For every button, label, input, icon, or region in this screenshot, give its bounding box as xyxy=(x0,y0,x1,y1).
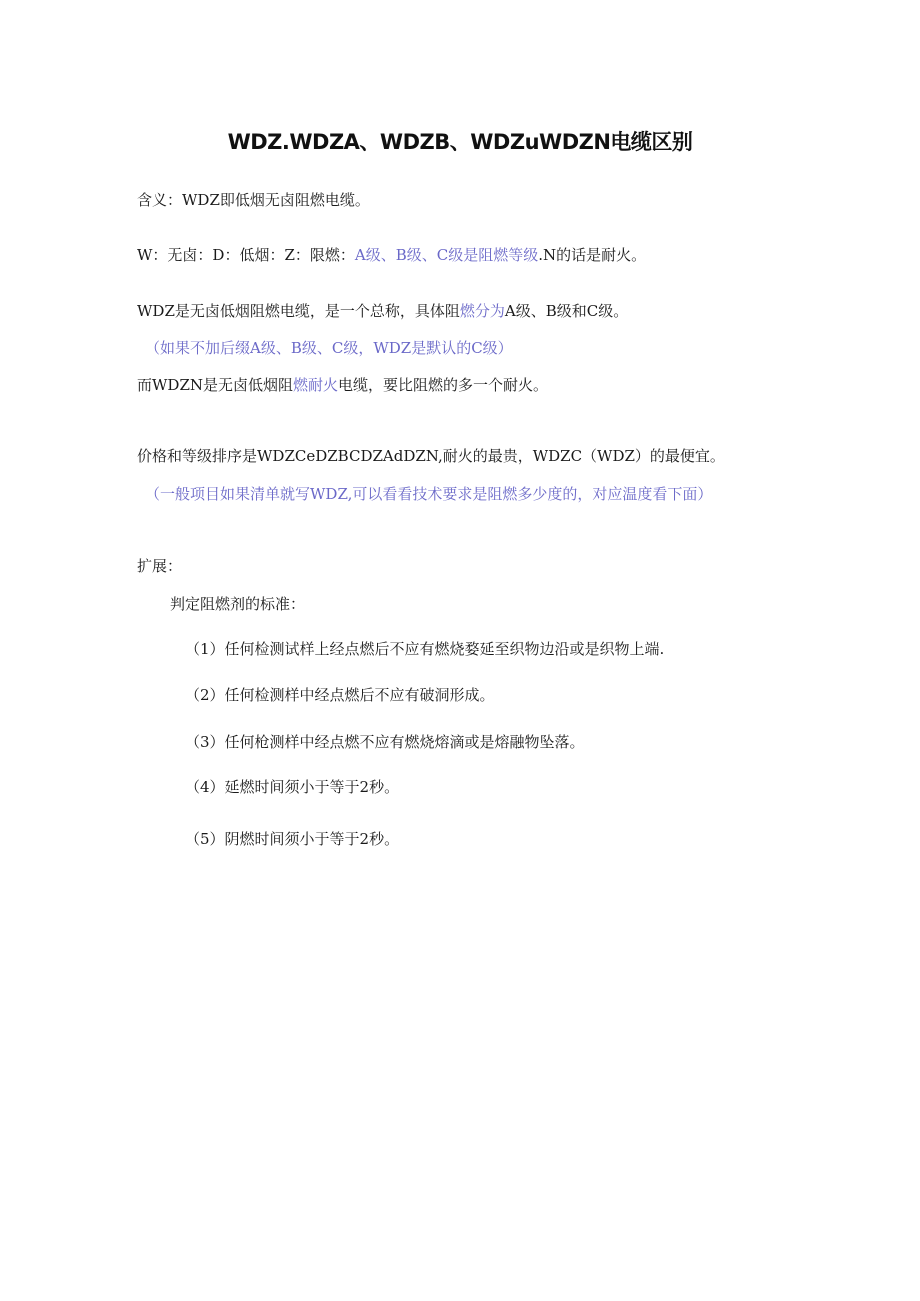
standard-item: （1）任何检测试样上经点燃后不应有燃烧婺延至织物边沿或是织物上端. xyxy=(185,640,665,658)
wdz-description-text: WDZ是无卤低烟阻燃电缆，是一个总称，具体阻 xyxy=(137,302,460,320)
wdz-grades-text: A级、B级和C级。 xyxy=(504,302,629,320)
standard-item: （4）延燃时间须小于等于2秒。 xyxy=(185,778,400,796)
definition-line: 含义：WDZ即低烟无卤阻燃电缆。 xyxy=(137,191,370,209)
wdzn-description-line xyxy=(137,375,548,395)
fireproof-text: .N的话是耐火。 xyxy=(538,246,647,264)
wdz-highlight-text: 燃分为 xyxy=(459,302,505,320)
standard-item: （2）任何检测样中经点燃后不应有破洞形成。 xyxy=(185,686,495,704)
standard-item: （3）任何枪测样中经点燃不应有燃烧熔滴或是熔融物坠落。 xyxy=(185,733,585,751)
extension-label: 扩展： xyxy=(137,557,183,575)
wdzn-rest-text: 电缆，要比阻燃的多一个耐火。 xyxy=(338,376,549,394)
abbreviation-line xyxy=(137,245,646,265)
standard-item: （5）阴燃时间须小于等于2秒。 xyxy=(185,830,400,848)
abbreviation-text: W：无卤：D：低烟：Z：限燃： xyxy=(137,246,355,264)
project-note: （一般项目如果清单就写WDZ,可以看看技术要求是阻燃多少度的，对应温度看下面） xyxy=(145,485,713,503)
document-title: WDZ.WDZA、WDZB、WDZuWDZN电缆区别 xyxy=(227,130,693,154)
price-ranking-line: 价格和等级排序是WDZCeDZBCDZAdDZN,耐火的最贵，WDZC（WDZ）的最便宜。 xyxy=(137,447,725,465)
wdz-description-line xyxy=(137,301,628,321)
default-grade-note: （如果不加后缀A级、B级、C级，WDZ是默认的C级） xyxy=(145,339,513,357)
standard-heading: 判定阻燃剂的标准： xyxy=(170,595,306,613)
wdzn-highlight-text: 燃耐火 xyxy=(293,376,339,394)
wdzn-description-text: 而WDZN是无卤低烟阻 xyxy=(137,376,293,394)
grade-note-text: A级、B级、C级是阻燃等级 xyxy=(354,246,539,264)
